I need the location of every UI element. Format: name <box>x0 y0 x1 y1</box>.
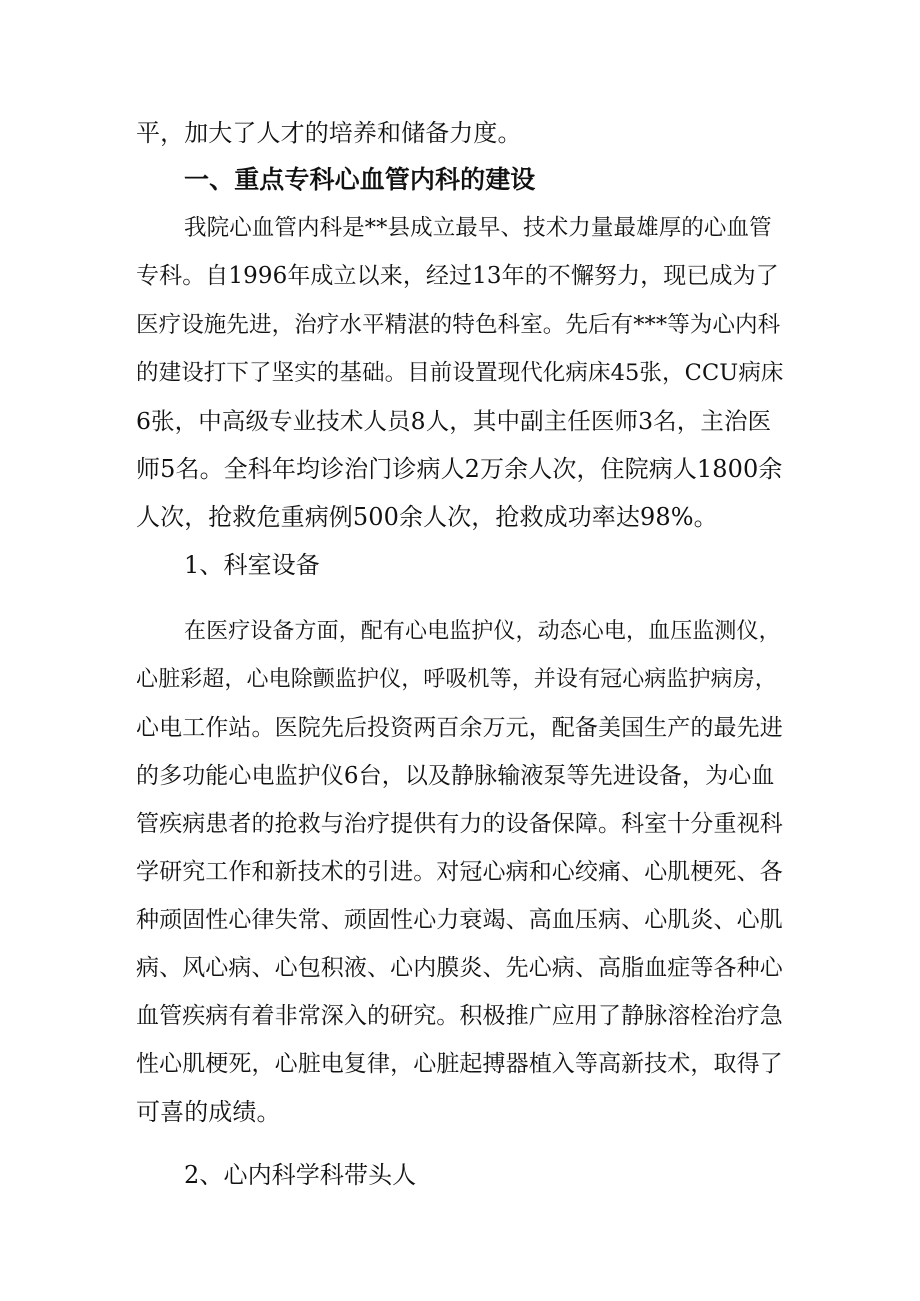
paragraph-line: 师5名。全科年均诊治门诊病人2万余人次，住院病人1800余 <box>136 455 783 483</box>
subsection-heading: 2、心内科学科带头人 <box>184 1161 417 1189</box>
paragraph-line: 人次，抢救危重病例500余人次，抢救成功率达98%。 <box>136 503 718 531</box>
paragraph-line: 6张，中高级专业技术人员8人，其中副主任医师3名，主治医 <box>136 407 772 435</box>
paragraph-line: 可喜的成绩。 <box>136 1098 281 1126</box>
paragraph-line: 种顽固性心律失常、顽固性心力衰竭、高血压病、心肌炎、心肌 <box>136 907 783 933</box>
paragraph-line-continuation: 平，加大了人才的培养和储备力度。 <box>136 119 522 147</box>
paragraph-line: 心脏彩超，心电除颤监护仪，呼吸机等，并设有冠心病监护病房， <box>136 667 777 692</box>
paragraph-line: 管疾病患者的抢救与治疗提供有力的设备保障。科室十分重视科 <box>136 811 783 837</box>
paragraph-line: 血管疾病有着非常深入的研究。积极推广应用了静脉溶栓治疗急 <box>136 1003 783 1029</box>
paragraph-line: 病、风心病、心包积液、心内膜炎、先心病、高脂血症等各种心 <box>136 955 783 981</box>
paragraph-line: 学研究工作和新技术的引进。对冠心病和心绞痛、心肌梗死、各 <box>136 859 783 885</box>
paragraph-line: 的建设打下了坚实的基础。目前设置现代化病床45张，CCU病床 <box>136 360 784 386</box>
paragraph-line: 性心肌梗死，心脏电复律，心脏起搏器植入等高新技术，取得了 <box>136 1051 783 1077</box>
paragraph-line: 心电工作站。医院先后投资两百余万元，配备美国生产的最先进 <box>136 715 783 741</box>
paragraph-line: 我院心血管内科是**县成立最早、技术力量最雄厚的心血管 <box>184 215 772 241</box>
paragraph-line: 医疗设施先进，治疗水平精湛的特色科室。先后有***等为心内科 <box>136 312 781 338</box>
paragraph-line: 在医疗设备方面，配有心电监护仪，动态心电，血压监测仪， <box>184 619 781 644</box>
subsection-heading: 1、科室设备 <box>184 551 320 579</box>
paragraph-line: 的多功能心电监护仪6台，以及静脉输液泵等先进设备，为心血 <box>136 763 775 789</box>
section-heading: 一、重点专科心血管内科的建设 <box>184 165 536 194</box>
paragraph-line: 专科。自1996年成立以来，经过13年的不懈努力，现已成为了 <box>136 263 779 289</box>
